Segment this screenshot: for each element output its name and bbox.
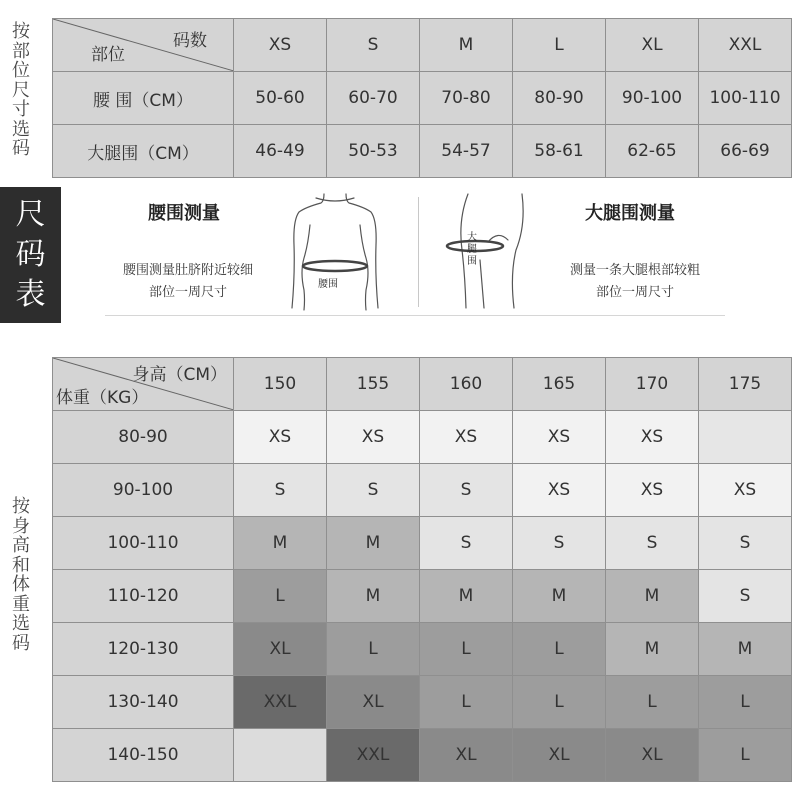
table-row — [53, 411, 792, 464]
badge-char: 表 — [15, 277, 46, 312]
table-header-row — [53, 358, 792, 411]
size-cell: XS — [420, 411, 513, 464]
thigh-figure-label: 大腿围 — [467, 232, 477, 267]
waist-desc-line: 腰围测量肚脐附近较细 — [122, 263, 253, 278]
size-cell: S — [699, 570, 792, 623]
size-cell: XL — [606, 729, 699, 782]
size-by-part-table — [52, 18, 792, 178]
table-cell: 46-49 — [234, 125, 327, 178]
size-cell: L — [699, 676, 792, 729]
section-divider — [105, 315, 725, 316]
size-cell: L — [420, 623, 513, 676]
size-cell: L — [420, 676, 513, 729]
table-cell: 90-100 — [606, 72, 699, 125]
table-cell: 100-110 — [699, 72, 792, 125]
size-cell: S — [234, 464, 327, 517]
table-cell: 80-90 — [513, 72, 606, 125]
size-cell: L — [606, 676, 699, 729]
thigh-desc-line: 部位一周尺寸 — [595, 285, 674, 300]
waist-body-figure — [280, 190, 390, 312]
size-cell: XS — [513, 464, 606, 517]
size-cell: XS — [327, 411, 420, 464]
size-cell: M — [327, 570, 420, 623]
size-header: XL — [606, 19, 699, 72]
size-cell: S — [420, 517, 513, 570]
size-cell: M — [420, 570, 513, 623]
size-cell: M — [513, 570, 606, 623]
corner-label-part: 部位 — [91, 45, 125, 65]
corner-label-weight: 体重（KG） — [56, 388, 149, 408]
weight-row-label: 140-150 — [53, 729, 234, 782]
size-cell: L — [513, 676, 606, 729]
size-header: XS — [234, 19, 327, 72]
size-cell: L — [699, 729, 792, 782]
weight-row-label: 100-110 — [53, 517, 234, 570]
size-cell: S — [606, 517, 699, 570]
size-by-height-weight-table — [52, 357, 792, 782]
thigh-measure-title: 大腿围测量 — [585, 203, 675, 224]
table-row — [53, 729, 792, 782]
size-cell — [234, 729, 327, 782]
weight-row-label: 80-90 — [53, 411, 234, 464]
size-cell: XS — [699, 464, 792, 517]
size-cell: M — [234, 517, 327, 570]
weight-row-label: 120-130 — [53, 623, 234, 676]
table-cell: 66-69 — [699, 125, 792, 178]
height-header: 150 — [234, 358, 327, 411]
size-cell: S — [699, 517, 792, 570]
size-header: M — [420, 19, 513, 72]
size-cell: XXL — [234, 676, 327, 729]
badge-char: 码 — [15, 237, 46, 272]
size-cell: L — [234, 570, 327, 623]
size-cell: M — [606, 570, 699, 623]
size-cell: L — [327, 623, 420, 676]
table-cell: 62-65 — [606, 125, 699, 178]
size-cell: S — [327, 464, 420, 517]
size-cell: L — [513, 623, 606, 676]
table-cell: 58-61 — [513, 125, 606, 178]
table-row — [53, 125, 792, 178]
table-cell: 50-60 — [234, 72, 327, 125]
size-cell: M — [606, 623, 699, 676]
height-header: 160 — [420, 358, 513, 411]
weight-row-label: 130-140 — [53, 676, 234, 729]
size-cell: M — [327, 517, 420, 570]
waist-desc-line: 部位一周尺寸 — [148, 285, 227, 300]
size-cell: XS — [234, 411, 327, 464]
table-row — [53, 464, 792, 517]
table-cell: 50-53 — [327, 125, 420, 178]
row-label-thigh: 大腿围（CM） — [53, 125, 234, 178]
waist-figure-label: 腰围 — [318, 279, 338, 290]
table-row — [53, 676, 792, 729]
size-cell: XS — [606, 411, 699, 464]
side-label-by-height-weight: 按身高和体重选码 — [12, 496, 30, 654]
table-cell: 60-70 — [327, 72, 420, 125]
table-header-row — [53, 19, 792, 72]
size-cell: M — [699, 623, 792, 676]
table-row — [53, 623, 792, 676]
corner-label-height: 身高（CM） — [132, 365, 227, 385]
table-cell: 70-80 — [420, 72, 513, 125]
size-cell: XS — [513, 411, 606, 464]
waist-measure-desc — [108, 260, 268, 304]
side-label-by-part: 按部位尺寸选码 — [12, 21, 30, 159]
size-header: XXL — [699, 19, 792, 72]
size-chart-badge — [0, 187, 61, 323]
corner-label-size: 码数 — [173, 31, 207, 51]
size-cell: XXL — [327, 729, 420, 782]
size-cell: XL — [513, 729, 606, 782]
height-header: 170 — [606, 358, 699, 411]
row-label-waist: 腰 围（CM） — [53, 72, 234, 125]
badge-char: 尺 — [15, 197, 46, 232]
size-cell: XL — [327, 676, 420, 729]
height-header: 155 — [327, 358, 420, 411]
size-header: L — [513, 19, 606, 72]
size-cell: S — [513, 517, 606, 570]
weight-row-label: 110-120 — [53, 570, 234, 623]
table-row — [53, 517, 792, 570]
thigh-measure-desc — [555, 260, 715, 304]
weight-row-label: 90-100 — [53, 464, 234, 517]
diagonal-header-cell — [53, 358, 234, 411]
height-header: 165 — [513, 358, 606, 411]
size-cell: XS — [606, 464, 699, 517]
table-row — [53, 570, 792, 623]
table-cell: 54-57 — [420, 125, 513, 178]
thigh-desc-line: 测量一条大腿根部较粗 — [569, 263, 700, 278]
size-cell: S — [420, 464, 513, 517]
table-row — [53, 72, 792, 125]
section-divider — [418, 197, 419, 307]
size-header: S — [327, 19, 420, 72]
diagonal-header-cell — [53, 19, 234, 72]
waist-measure-title: 腰围测量 — [148, 203, 220, 224]
thigh-body-figure — [440, 190, 530, 312]
size-cell: XL — [420, 729, 513, 782]
size-cell — [699, 411, 792, 464]
size-cell: XL — [234, 623, 327, 676]
height-header: 175 — [699, 358, 792, 411]
